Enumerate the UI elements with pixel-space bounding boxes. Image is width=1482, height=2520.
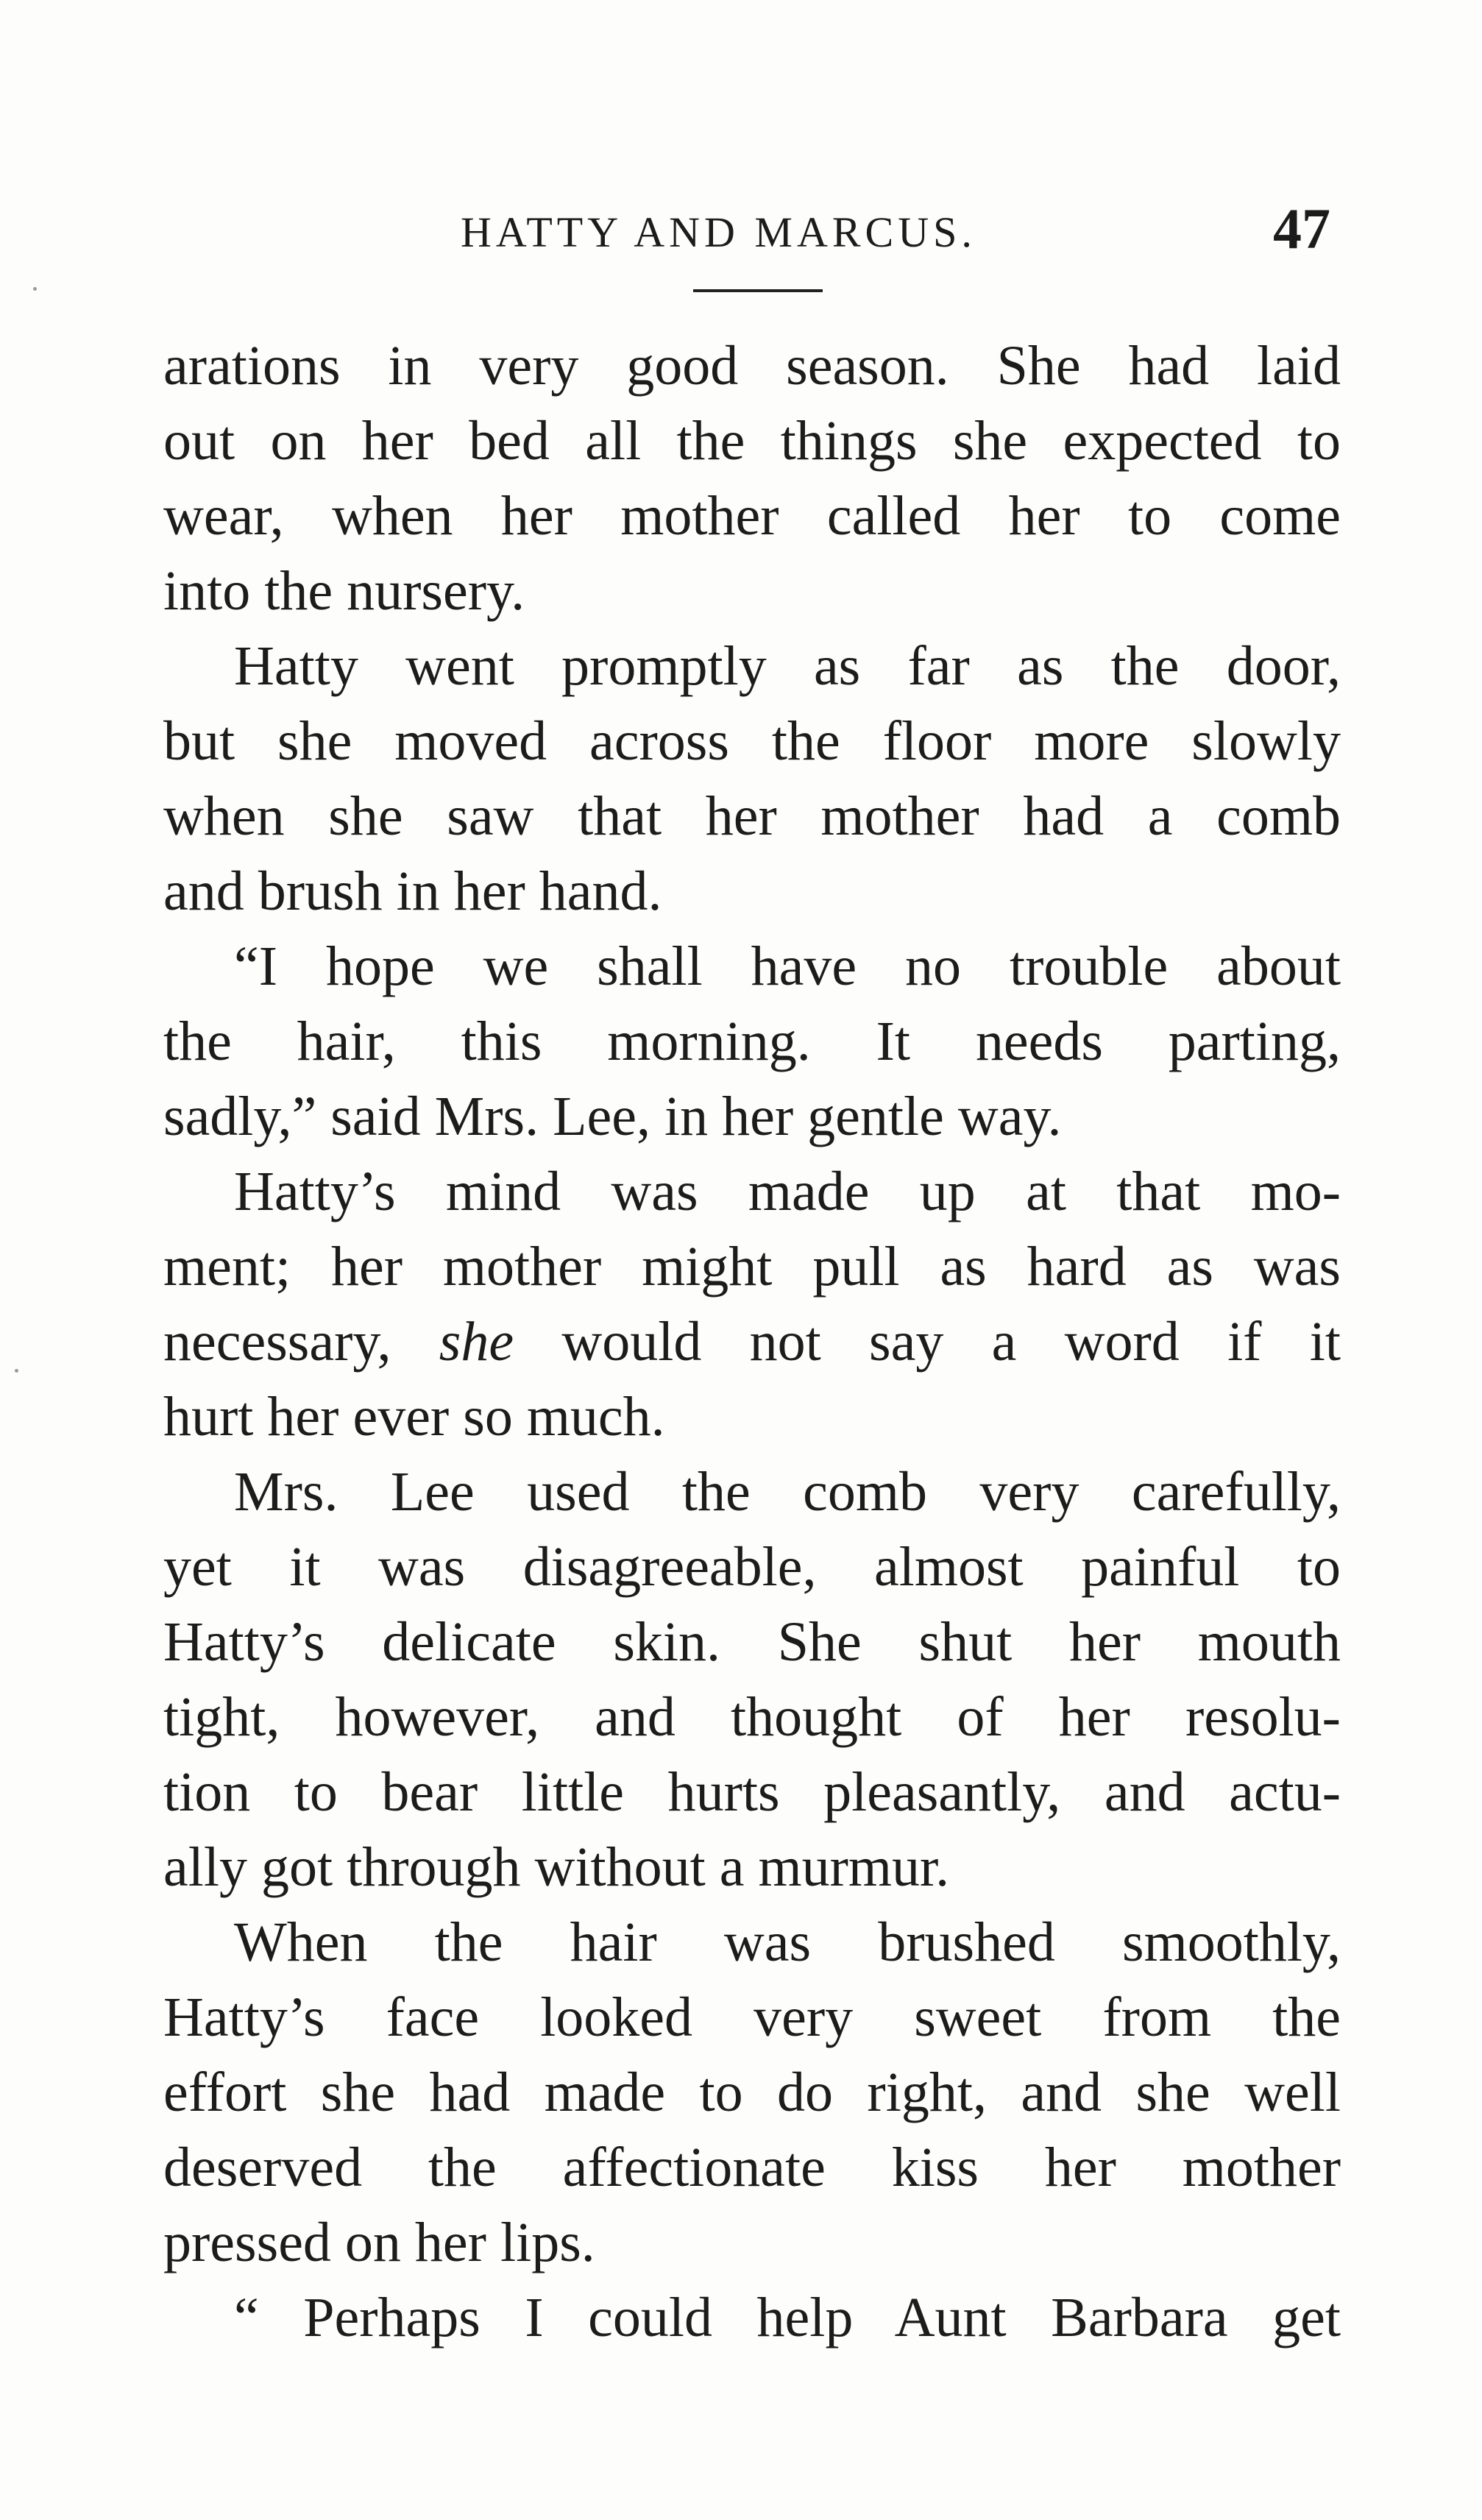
text-line: yet it was disagreeable, almost painful to (163, 1536, 1341, 1598)
text-line: pressed on her lips. (163, 2212, 595, 2273)
text-line: and brush in her hand. (163, 860, 662, 922)
text-line: arations in very good season. She had laid (163, 335, 1341, 397)
text-line: but she moved across the floor more slowly (163, 710, 1341, 772)
text-segment: necessary, (163, 1311, 391, 1373)
text-line: wear, when her mother called her to come (163, 485, 1341, 547)
text-line: out on her bed all the things she expected to (163, 410, 1341, 472)
text-line: hurt her ever so much. (163, 1386, 665, 1448)
text-line: effort she had made to do right, and she well (163, 2061, 1341, 2123)
paragraph-start-line: “I hope we shall have no trouble about (234, 935, 1341, 997)
paragraph-start-line: Hatty’s mind was made up at that mo- (234, 1161, 1341, 1222)
body-text (163, 328, 1341, 2355)
paragraph-start-line: “ Perhaps I could help Aunt Barbara get (234, 2287, 1341, 2349)
paper-speck (15, 1369, 18, 1373)
page-number: 47 (1273, 197, 1330, 261)
header-rule (693, 289, 823, 292)
running-head: HATTY AND MARCUS. (461, 208, 976, 256)
text-line: into the nursery. (163, 560, 525, 622)
text-line: deserved the affectionate kiss her mother (163, 2137, 1341, 2198)
text-line: the hair, this morning. It needs parting, (163, 1011, 1341, 1072)
paragraph-start-line: Hatty went promptly as far as the door, (234, 635, 1341, 697)
text-line: sadly,” said Mrs. Lee, in her gentle way. (163, 1086, 1062, 1147)
text-line: ment; her mother might pull as hard as was (163, 1236, 1341, 1298)
text-line: Hatty’s face looked very sweet from the (163, 1986, 1341, 2048)
paper-speck (33, 287, 37, 291)
text-line: tight, however, and thought of her resolu- (163, 1686, 1341, 1748)
text-segment: would not say a word if it (561, 1311, 1341, 1373)
paragraph-start-line: When the hair was brushed smoothly, (234, 1911, 1341, 1973)
text-line: ally got through without a murmur. (163, 1836, 950, 1898)
text-line: tion to bear little hurts pleasantly, and actu- (163, 1761, 1341, 1823)
text-line: when she saw that her mother had a comb (163, 785, 1341, 847)
text-line-with-italic (163, 1304, 1341, 1379)
paragraph-start-line: Mrs. Lee used the comb very carefully, (234, 1461, 1341, 1523)
italic-word: she (439, 1311, 514, 1373)
text-line: Hatty’s delicate skin. She shut her mouth (163, 1611, 1341, 1673)
